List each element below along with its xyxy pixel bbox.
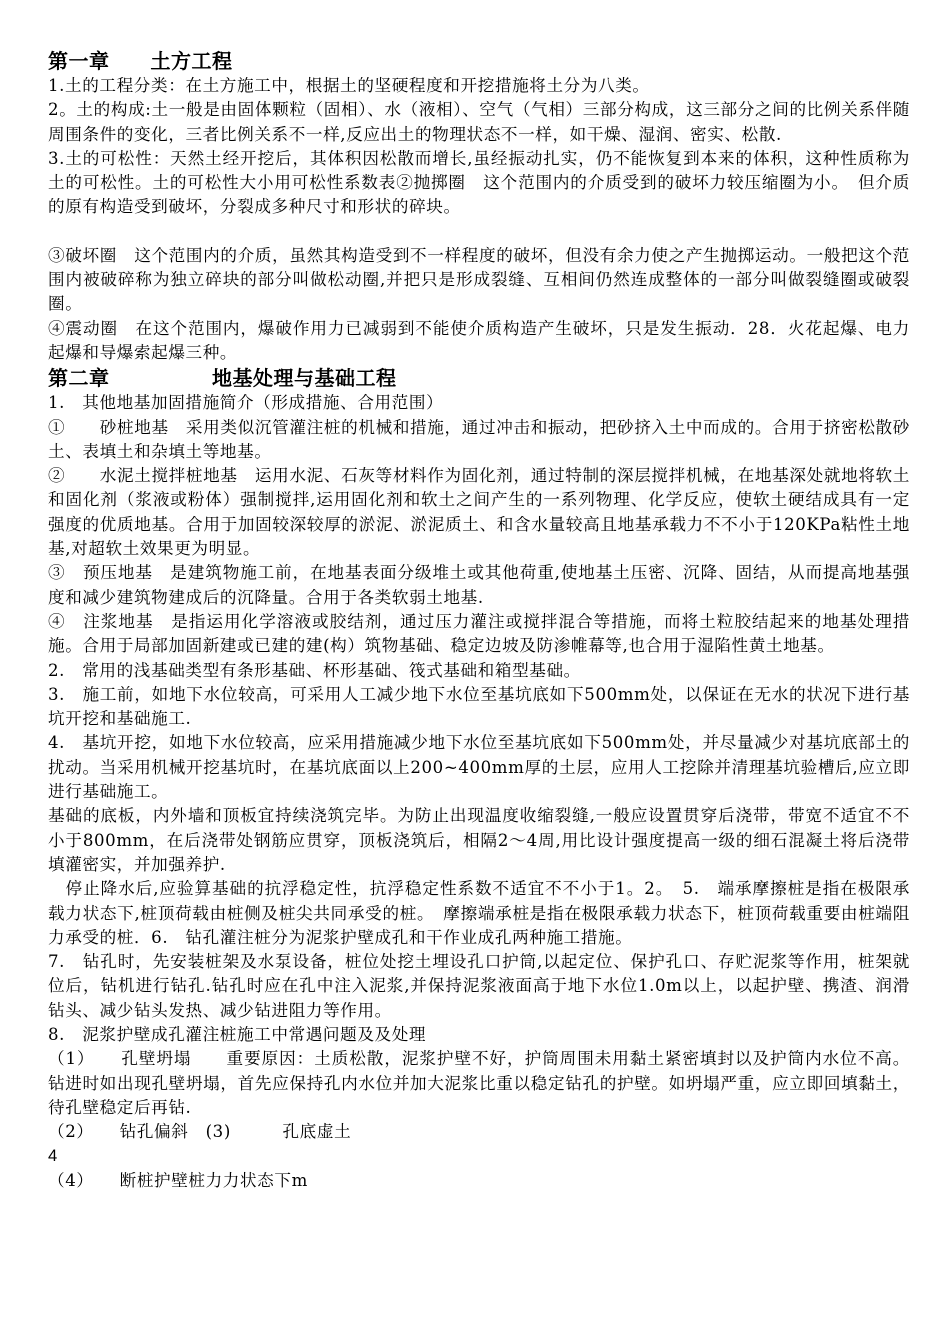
ch1-para-3: 3.土的可松性：天然土经开挖后，其体积因松散而增长,虽经振动扎实，仍不能恢复到本来的体积，这种性质称为土的可松性。土的可松性大小用可松性系数表②抛掷圈 这个范围内的介质受到的破坏力较压缩圈为小。 但介质的原有构造受到破坏，分裂成多种尺寸和形状的碎块。 — [48, 148, 910, 217]
ch2-para-11: 7. 钻孔时，先安装桩架及水泵设备，桩位处挖土埋设孔口护筒,以起定位、保护孔口、存贮泥浆等作用，桩架就位后，钻机进行钻孔.钻孔时应在孔中注入泥浆,并保持泥浆液面高于地下水位1.0m以上，以起护壁、携渣、润滑钻头、减少钻头发热、减少钻进阻力等作用。 — [48, 952, 910, 1020]
ch2-para-1: 1. 其他地基加固措施简介（形成措施、合用范围） — [48, 393, 444, 413]
ch2-para-10: 停止降水后,应验算基础的抗浮稳定性，抗浮稳定性系数不适宜不不小于1。2。 5. 端承摩擦桩是指在极限承载力状态下,桩顶荷载由桩侧及桩尖共同承受的桩。 摩擦端承桩是指在极限承载力状态下，桩顶荷载重要由桩端阻力承受的桩．6. 钻孔灌注桩分为泥浆护壁成孔和干作业成孔两种施工措施。 — [48, 879, 910, 947]
ch2-para-2: ① 砂桩地基 采用类似沉管灌注桩的机械和措施，通过冲击和振动，把砂挤入土中而成的。合用于挤密松散砂土、表填土和杂填土等地基。 — [48, 417, 910, 461]
ch1-para-4: ③破坏圈 这个范围内的介质，虽然其构造受到不一样程度的破坏，但没有余力使之产生抛掷运动。一般把这个范围内被破碎称为独立碎块的部分叫做松动圈,并把只是形成裂缝、互相间仍然连成整体的一部分叫做裂缝圈或破裂圈。 — [48, 245, 910, 314]
blank-line — [48, 220, 910, 244]
ch2-para-5: ④ 注浆地基 是指运用化学溶液或胶结剂，通过压力灌注或搅拌混合等措施，而将土粒胶结起来的地基处理措施。合用于局部加固新建或已建的建(构）筑物基础、稳定边坡及防渗帷幕等,也合用于湿陷性黄土地基。 — [48, 611, 910, 656]
ch2-para-12: 8. 泥浆护壁成孔灌注桩施工中常遇问题及及处理 — [48, 1024, 427, 1044]
ch2-para-3: ② 水泥土搅拌桩地基 运用水泥、石灰等材料作为固化剂，通过特制的深层搅拌机械，在地基深处就地将软土和固化剂（浆液或粉体）强制搅拌,运用固化剂和软土之间产生的一系列物理、化学反应，使软土硬结成具有一定强度的优质地基。合用于加固较深较厚的淤泥、淤泥质土、和含水量较高且地基承载力不不小于120KPa粘性土地基,对超软土效果更为明显。 — [48, 466, 910, 559]
ch2-para-8: 4. 基坑开挖，如地下水位较高，应采用措施减少地下水位至基坑底如下500mm处，并尽量减少对基坑底部土的扰动。当采用机械开挖基坑时，在基坑底面以上200~400mm厚的土层，应用人工挖除并清理基坑验槽后,应立即进行基础施工。 — [48, 733, 910, 802]
ch2-para-13: （1） 孔壁坍塌 重要原因：土质松散，泥浆护壁不好，护筒周围未用黏土紧密填封以及护筒内水位不高。钻进时如出现孔壁坍塌，首先应保持孔内水位并加大泥浆比重以稳定钻孔的护壁。如坍塌严重，应立即回填黏土，待孔壁稳定后再钻. — [48, 1049, 910, 1117]
ch2-para-9: 基础的底板，内外墙和顶板宜持续浇筑完毕。为防止出现温度收缩裂缝,一般应设置贯穿后浇带，带宽不适宜不不小于800mm，在后浇带处钢筋应贯穿，顶板浇筑后，相隔2～4周,用比设计强度提高一级的细石混凝土将后浇带填灌密实，并加强养护. — [48, 806, 910, 874]
ch1-para-1: 1.土的工程分类：在土方施工中，根据土的坚硬程度和开挖措施将土分为八类。 — [48, 76, 650, 95]
ch1-para-2: 2。土的构成:土一般是由固体颗粒（固相）、水（液相）、空气（气相）三部分构成，这三部分之间的比例关系伴随周围条件的变化，三者比例关系不一样,反应出土的物理状态不一样，如干燥、湿润、密实、松散. — [48, 100, 910, 144]
chapter1-title: 第一章 土方工程 — [48, 49, 233, 73]
ch1-para-5: ④震动圈 在这个范围内，爆破作用力已减弱到不能使介质构造产生破坏，只是发生振动．28．火花起爆、电力起爆和导爆索起爆三种。 — [48, 318, 910, 362]
ch2-para-15: （4） 断桩护壁桩力力状态下m — [48, 1170, 308, 1190]
ch2-para-6: 2. 常用的浅基础类型有条形基础、杯形基础、筏式基础和箱型基础。 — [48, 660, 581, 680]
chapter2-title: 第二章 地基处理与基础工程 — [48, 366, 397, 391]
ch2-para-4: ③ 预压地基 是建筑物施工前，在地基表面分级堆土或其他荷重,使地基土压密、沉降、固结，从而提高地基强度和减少建筑物建成后的沉降量。合用于各类软弱土地基. — [48, 563, 910, 607]
ch2-para-14: （2） 钻孔偏斜 (3) 孔底虚土 — [48, 1122, 352, 1142]
ch2-para-7: 3. 施工前，如地下水位较高，可采用人工减少地下水位至基坑底如下500mm处，以保证在无水的状况下进行基坑开挖和基础施工. — [48, 684, 910, 729]
document-page — [48, 48, 910, 1193]
page-number-fragment: 4 — [48, 1146, 58, 1166]
